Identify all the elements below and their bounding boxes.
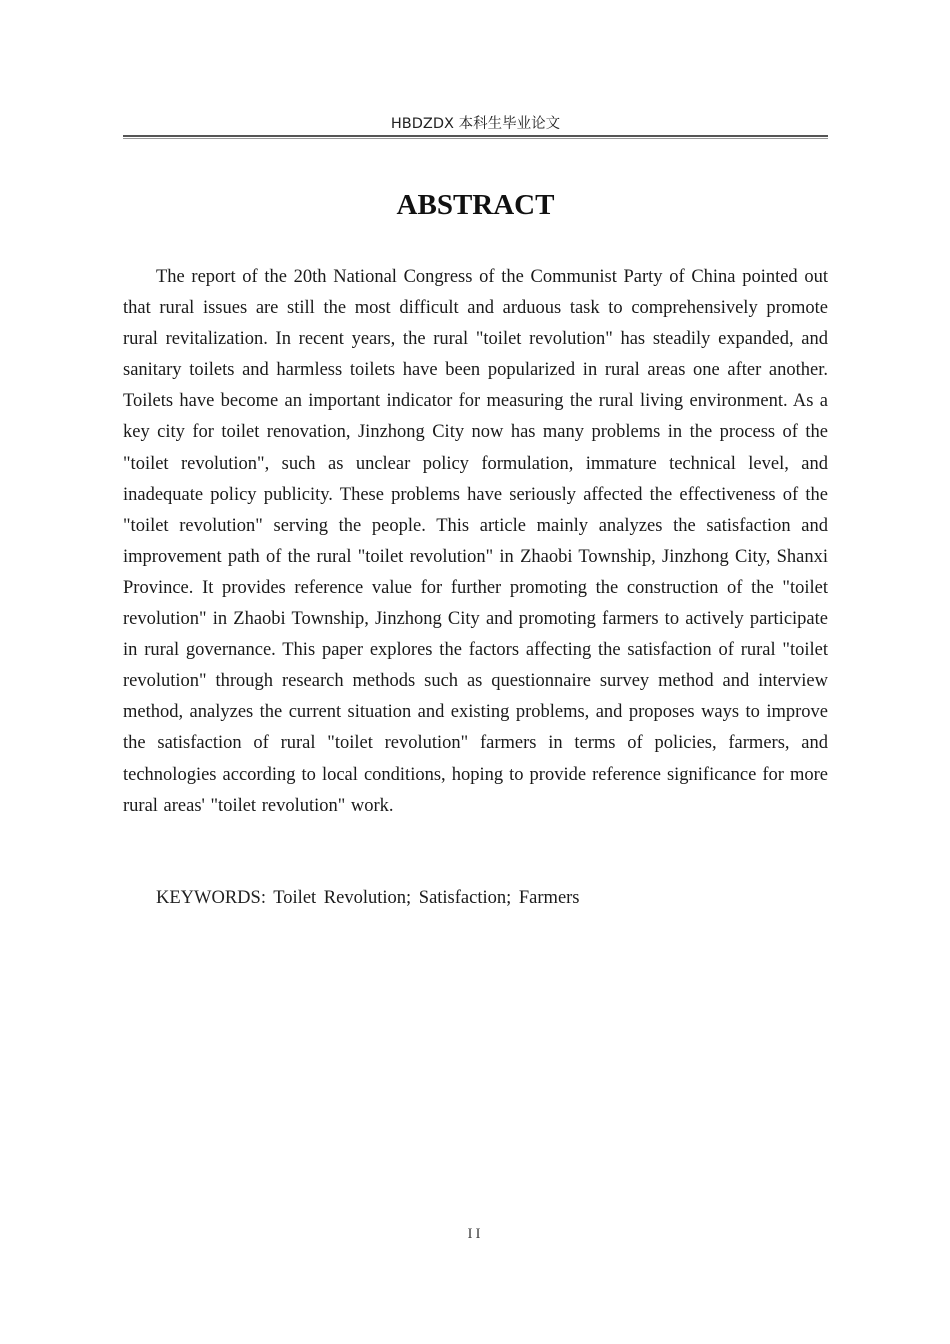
header-rule <box>123 135 828 137</box>
keywords-label: KEYWORDS: <box>156 888 266 908</box>
abstract-title: ABSTRACT <box>396 189 555 221</box>
keywords-values: Toilet Revolution; Satisfaction; Farmers <box>273 888 580 908</box>
header-rule-thin <box>123 138 828 139</box>
running-header: HBDZDX 本科生毕业论文 <box>390 116 561 132</box>
page-number: II <box>467 1226 484 1242</box>
keywords-line <box>123 883 828 914</box>
abstract-body: The report of the 20th National Congress of the Communist Party of China pointed out that rural issues are still the most difficult and arduous task to comprehensively promote rural revitalization. In recent years, the rural "toilet revolution" has steadily expanded, and sanitary toilets and harmless toilets have been popularized in rural areas one after another. Toilets have become an important indicator for measuring the rural living environment. As a key city for toilet renovation, Jinzhong City now has many problems in the process of the "toilet revolution", such as unclear policy formulation, immature technical level, and inadequate policy publicity. These problems have seriously affected the effectiveness of the "toilet revolution" serving the people. This article mainly analyzes the satisfaction and improvement path of the rural "toilet revolution" in Zhaobi Township, Jinzhong City, Shanxi Province. It provides reference value for further promoting the construction of the "toilet revolution" in Zhaobi Township, Jinzhong City and promoting farmers to actively participate in rural governance. This paper explores the factors affecting the satisfaction of rural "toilet revolution" through research methods such as questionnaire survey method and interview method, analyzes the current situation and existing problems, and proposes ways to improve the satisfaction of rural "toilet revolution" farmers in terms of policies, farmers, and technologies according to local conditions, hoping to provide reference significance for more rural areas' "toilet revolution" work. <box>123 267 828 816</box>
